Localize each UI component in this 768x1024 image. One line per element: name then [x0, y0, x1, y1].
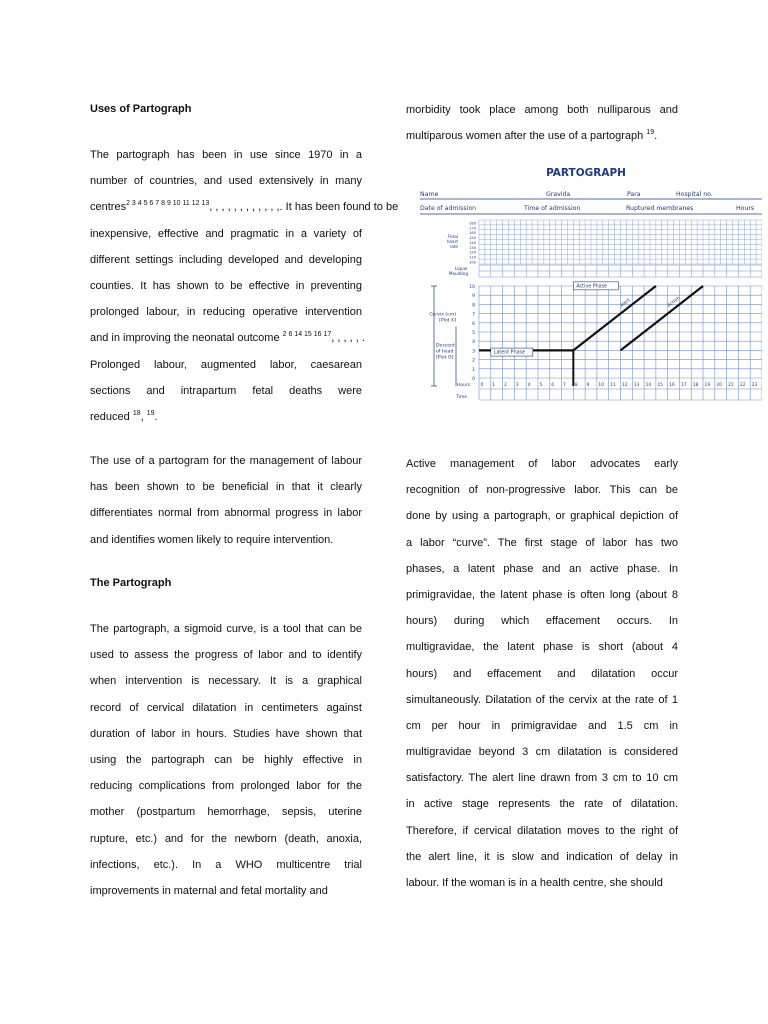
x-tick-label: 11 [610, 383, 616, 388]
x-tick-label: 13 [633, 383, 640, 388]
text-line: the alert line, it is slow and indication of delay in [406, 850, 678, 863]
time-label: Time [456, 395, 467, 400]
y-tick-label: 4 [472, 340, 475, 346]
paragraph-morbidity [406, 97, 678, 149]
x-tick-label: 22 [739, 383, 746, 388]
x-tick-label: 17 [680, 383, 687, 388]
x-tick-label: 2 [504, 383, 507, 388]
series-line [621, 286, 704, 350]
x-tick-label: 10 [598, 383, 605, 388]
y-tick-label: 7 [472, 312, 475, 318]
fhr-tick-label: 110 [469, 255, 476, 260]
x-tick-label: 16 [669, 383, 675, 388]
cervix-grid [429, 282, 762, 400]
y-tick-label: 5 [472, 331, 475, 336]
x-tick-label: 9 [586, 383, 590, 388]
series-label: Alert [619, 298, 632, 309]
header-field-label: Hospital no. [676, 191, 713, 198]
figure-header-row2 [420, 205, 754, 212]
section-heading-uses: Uses of Partograph [90, 103, 192, 115]
text-line: Active management of labor advocates early [406, 458, 678, 470]
text-line: counties. It has shown to be effective in preventing [90, 279, 362, 292]
paragraph-partograph [90, 616, 362, 904]
liquor-section [449, 265, 762, 277]
text-line: multigravidae beyond 3 cm dilatation is considered [406, 746, 678, 759]
text-line: number of countries, and used extensively in many [90, 175, 362, 188]
descent-axis-label: Descent [436, 343, 455, 349]
x-tick-label: 21 [728, 383, 734, 388]
text-line: has been shown to be beneficial in that it clearly [90, 481, 362, 494]
paragraph-partogram-benefit [90, 448, 362, 553]
x-tick-label: 14 [645, 383, 652, 388]
fhr-axis-label: rate [449, 244, 458, 249]
text-line: Therefore, if cervical dilatation moves to the right of [406, 824, 678, 837]
y-tick-label: 6 [472, 321, 475, 327]
partograph-figure [420, 160, 762, 405]
y-tick-label: 10 [469, 285, 475, 290]
x-tick-label: 6 [551, 383, 555, 388]
x-tick-label: 15 [657, 383, 663, 388]
text-line: inexpensive, effective and pragmatic in a variety of [90, 227, 362, 240]
text-line: labour. If the woman is in a health centre, she should [406, 877, 663, 889]
x-tick-label: 20 [716, 383, 722, 388]
text-line: mother (postpartum hemorrhage, sepsis, uterine [90, 806, 362, 819]
fhr-axis-label: heart [446, 239, 458, 244]
x-tick-label: 3 [515, 383, 519, 388]
fhr-tick-label: 150 [469, 236, 476, 241]
hours-label: Hours [457, 383, 470, 388]
header-field-label: Gravida [546, 191, 571, 198]
header-field-label: Ruptured membranes [626, 205, 694, 212]
paragraph-uses [90, 142, 399, 430]
y-tick-label: 1 [472, 367, 475, 373]
fhr-tick-label: 140 [469, 240, 476, 245]
y-tick-label: 9 [472, 294, 475, 300]
series-line [573, 286, 656, 350]
text-line: multigravidae, the latent phase is short (about 4 [406, 641, 678, 654]
text-line: multiparous women after the use of a partograph $^{19}$. [406, 129, 658, 143]
liquor-label: Liquor [454, 266, 468, 271]
text-line: improvements in maternal and fetal mortality and [90, 884, 328, 897]
text-line: rupture, etc.) and for the newborn (death, anoxia, [90, 832, 362, 845]
text-line: duration of labor in hours. Studies have shown that [90, 727, 362, 740]
x-tick-label: 0 [480, 383, 484, 388]
y-tick-label: 0 [472, 377, 475, 382]
text-line: The partograph, a sigmoid curve, is a tool that can be [90, 623, 362, 635]
fhr-tick-label: 170 [469, 226, 476, 231]
y-tick-label: 8 [472, 303, 475, 309]
text-line: and identifies women likely to require intervention. [90, 533, 334, 546]
fhr-tick-label: 100 [469, 260, 476, 265]
fhr-axis-label: Fetal [447, 234, 458, 239]
header-field-label: Hours [736, 205, 755, 212]
x-tick-label: 5 [539, 383, 543, 388]
text-line: done by using a partograph, or graphical depiction of [406, 510, 678, 523]
figure-title: PARTOGRAPH [546, 167, 626, 179]
text-line: hours) during which effacement occurs. In [406, 615, 678, 628]
x-tick-label: 19 [704, 383, 711, 388]
text-line: recognition of non-progressive labor. This can be [406, 484, 678, 497]
fetal-heart-rate-section [447, 220, 762, 265]
text-line: differentiates normal from abnormal progress in labor [90, 507, 362, 520]
fhr-tick-label: 120 [469, 250, 476, 255]
descent-axis-label: [Plot O] [436, 355, 454, 361]
fhr-tick-label: 160 [469, 231, 476, 236]
text-line: satisfactory. The alert line drawn from 3 cm to 10 cm [406, 772, 678, 785]
text-line: and in improving the neonatal outcome $^{2 6 14 15 16 17}$, , , , , . [90, 331, 365, 345]
cervix-axis-label: [Plot X] [439, 318, 456, 324]
descent-axis-label: of head [436, 349, 454, 355]
header-field-label: Name [420, 191, 439, 198]
text-line: The partograph has been in use since 1970 in a [90, 149, 362, 161]
series-label: Action [667, 295, 682, 309]
header-field-label: Para [627, 191, 641, 198]
text-line: primigravidae, the latent phase is often long (about 8 [406, 588, 678, 601]
x-tick-label: 18 [692, 383, 699, 388]
text-line: when intervention is necessary. It is a graphical [90, 675, 362, 688]
text-line: a labor “curve”. The first stage of labor has two [406, 536, 678, 549]
fhr-tick-label: 180 [469, 221, 476, 226]
text-line: Prolonged labour, augmented labor, caesarean [90, 358, 362, 371]
cervix-axis-label: Cervix (cm) [429, 312, 456, 318]
text-line: simultaneously. Dilatation of the cervix at the rate of 1 [406, 693, 678, 706]
text-line: in active stage represents the rate of dilatation. [406, 798, 678, 811]
section-heading-partograph: The Partograph [90, 577, 172, 589]
x-tick-label: 4 [527, 383, 531, 388]
x-tick-label: 7 [563, 383, 566, 388]
text-line: sections and intrapartum fetal deaths were [90, 384, 362, 397]
text-line: record of cervical dilatation in centimeters against [90, 701, 362, 714]
text-line: reduced $^{18}$, $^{19}$. [90, 409, 158, 423]
fhr-tick-label: 130 [469, 245, 476, 250]
x-tick-label: 23 [751, 383, 758, 388]
figure-header-row1 [420, 191, 713, 198]
annotation-label: Latent Phase [493, 350, 526, 356]
text-line: reducing complications from prolonged labor for the [90, 780, 362, 793]
text-line: The use of a partogram for the management of labour [90, 455, 362, 467]
text-line: cm per hour in primigravidae and 1.5 cm in [406, 719, 678, 732]
header-field-label: Time of admission [524, 205, 581, 212]
annotation-label: Active Phase [576, 284, 608, 290]
text-line: prolonged labour, in reducing operative intervention [90, 306, 362, 319]
text-line: hours) and effacement and dilatation occur [406, 667, 678, 680]
text-line: morbidity took place among both nulliparous and [406, 104, 678, 116]
header-field-label: Date of admission [420, 205, 477, 212]
text-line: phases, a latent phase and an active phase. In [406, 562, 678, 575]
x-tick-label: 1 [492, 383, 496, 388]
y-tick-label: 2 [472, 358, 475, 364]
text-line: centres$^{2 3 4 5 6 7 8 9 10 11 12 13}$, , , , , , , , , , , ,. It has been found to be [90, 200, 399, 214]
text-line: infections, etc.). In a WHO multicentre trial [90, 858, 362, 871]
x-tick-label: 12 [622, 383, 628, 388]
paragraph-active-management [406, 451, 678, 896]
y-tick-label: 3 [472, 349, 475, 355]
text-line: different settings including developed and developing [90, 253, 362, 266]
liquor-label: Moulding [448, 271, 468, 276]
text-line: using the partograph can be highly effective in [90, 753, 362, 766]
text-line: used to assess the progress of labor and to identify [90, 649, 362, 662]
x-tick-label: 8 [574, 383, 578, 388]
